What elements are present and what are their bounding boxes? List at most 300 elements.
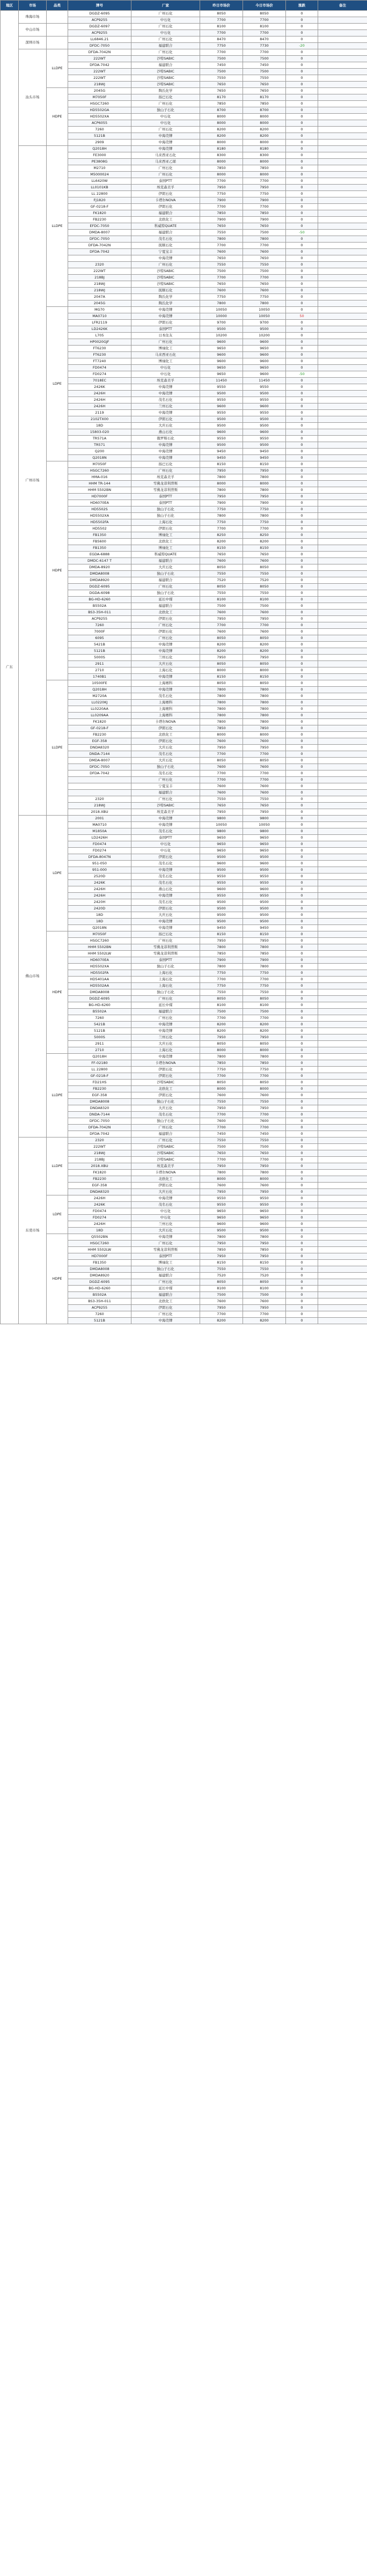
today-price-cell: 7700 [243,751,286,758]
producer-cell: 北欧化工 [131,610,200,616]
prev-price-cell: 9650 [200,848,243,854]
remark-cell [318,899,367,906]
grade-cell: Q5502BN [68,1234,131,1241]
today-price-cell: 9600 [243,339,286,346]
col-header: 昨日市场价 [200,1,243,11]
today-price-cell: 7600 [243,249,286,255]
grade-cell: Q2018N [68,455,131,461]
grade-cell: DNDA-7144 [68,751,131,758]
grade-cell: HHM 5502LW [68,1247,131,1253]
grade-cell: FD21HS [68,1080,131,1086]
today-price-cell: 9600 [243,358,286,365]
today-price-cell: 7600 [243,288,286,294]
prev-price-cell: 7950 [200,1034,243,1041]
change-cell: 0 [286,1137,318,1144]
remark-cell [318,590,367,597]
grade-cell: GF-0218-F [68,725,131,732]
today-price-cell: 7600 [243,1183,286,1189]
producer-cell: 伊朗石化 [131,725,200,732]
producer-cell: 伊朗石化 [131,854,200,861]
today-price-cell: 7500 [243,56,286,62]
prev-price-cell: 8200 [200,1022,243,1028]
prev-price-cell: 7500 [200,69,243,75]
remark-cell [318,275,367,281]
producer-cell: 广州石化 [131,996,200,1002]
prev-price-cell: 8000 [200,114,243,120]
today-price-cell: 9450 [243,925,286,931]
producer-cell: 泰国PTT [131,326,200,333]
grade-cell: LD2426K [68,326,131,333]
producer-cell: 雪佛龙菲利普斯 [131,951,200,957]
table-row [1,680,367,687]
grade-cell: 2426K [68,1202,131,1208]
remark-cell [318,610,367,616]
today-price-cell: 7600 [243,790,286,796]
prev-price-cell: 8000 [200,159,243,165]
producer-cell: 广州石化 [131,635,200,642]
today-price-cell: 7800 [243,474,286,481]
grade-cell: 2426H [68,893,131,899]
remark-cell [318,893,367,899]
remark-cell [318,1131,367,1137]
change-cell: 0 [286,197,318,204]
remark-cell [318,436,367,442]
prev-price-cell: 9600 [200,861,243,867]
remark-cell [318,867,367,874]
today-price-cell: 7700 [243,1125,286,1131]
category-cell: LLDPE [47,146,68,307]
today-price-cell: 7850 [243,725,286,732]
change-cell: 0 [286,552,318,558]
producer-cell: 北欧化工 [131,1298,200,1305]
producer-cell: 沙特SABIC [131,803,200,809]
producer-cell: 中石化 [131,841,200,848]
change-cell: 0 [286,1253,318,1260]
remark-cell [318,1241,367,1247]
today-price-cell: 8000 [243,732,286,738]
producer-cell: 科威特QUATE [131,552,200,558]
table-row [1,1054,367,1060]
today-price-cell: 7600 [243,1298,286,1305]
grade-cell: EFDC-7050 [68,223,131,230]
change-cell: 0 [286,1279,318,1286]
producer-cell: 广州石化 [131,24,200,30]
producer-cell: 雪佛龙菲利普斯 [131,944,200,951]
prev-price-cell: 9650 [200,1208,243,1215]
grade-cell: 7260 [68,1015,131,1022]
prev-price-cell: 8150 [200,674,243,680]
remark-cell [318,397,367,403]
remark-cell [318,1034,367,1041]
prev-price-cell: 9500 [200,854,243,861]
today-price-cell: 9700 [243,320,286,326]
prev-price-cell: 7650 [200,1150,243,1157]
change-cell: 0 [286,674,318,680]
change-cell: 0 [286,107,318,114]
change-cell: 0 [286,1228,318,1234]
today-price-cell: 7600 [243,629,286,635]
remark-cell [318,1195,367,1202]
remark-cell [318,1002,367,1009]
change-cell: 0 [286,841,318,848]
grade-cell: 2520D [68,874,131,880]
prev-price-cell: 8250 [200,532,243,539]
grade-cell: ACP9255 [68,30,131,36]
today-price-cell: 7950 [243,655,286,661]
grade-cell: EGF-358 [68,1092,131,1099]
producer-cell: 马来西亚乙烯 [131,159,200,165]
remark-cell [318,854,367,861]
prev-price-cell: 9500 [200,867,243,874]
prev-price-cell: 7950 [200,1253,243,1260]
prev-price-cell: 9500 [200,326,243,333]
today-price-cell: 7550 [243,1137,286,1144]
remark-cell [318,49,367,56]
remark-cell [318,648,367,655]
prev-price-cell: 7950 [200,809,243,816]
prev-price-cell: 7700 [200,49,243,56]
change-cell: 0 [286,243,318,249]
grade-cell: LFR2119 [68,320,131,326]
category-cell: LLDPE [47,1137,68,1195]
today-price-cell: 7800 [243,693,286,700]
today-price-cell: 9650 [243,841,286,848]
prev-price-cell: 7650 [200,82,243,88]
change-cell: 0 [286,783,318,790]
grade-cell: TR571A [68,436,131,442]
prev-price-cell: 7600 [200,1298,243,1305]
grade-cell: FD0274 [68,371,131,378]
grade-cell: 5000S [68,655,131,661]
prev-price-cell: 9550 [200,410,243,416]
prev-price-cell: 10200 [200,333,243,339]
prev-price-cell: 7850 [200,165,243,172]
today-price-cell: 8050 [243,635,286,642]
producer-cell: 广州石化 [131,584,200,590]
grade-cell: M1850A [68,828,131,835]
prev-price-cell: 9500 [200,442,243,449]
prev-price-cell: 9550 [200,397,243,403]
producer-cell: 广州石化 [131,11,200,17]
prev-price-cell: 8100 [200,1002,243,1009]
producer-cell: 广州石化 [131,1137,200,1144]
prev-price-cell: 7550 [200,262,243,268]
grade-cell: FB1350 [68,545,131,552]
today-price-cell: 8200 [243,1318,286,1324]
today-price-cell: 8700 [243,107,286,114]
change-cell: 0 [286,951,318,957]
grade-cell: 7260 [68,127,131,133]
today-price-cell: 8170 [243,94,286,101]
grade-cell: DFDA-8047N [68,854,131,861]
remark-cell [318,1208,367,1215]
producer-cell: 广州石化 [131,127,200,133]
grade-cell: DMDA8008 [68,571,131,577]
today-price-cell: 7800 [243,487,286,494]
prev-price-cell: 7600 [200,249,243,255]
today-price-cell: 9500 [243,442,286,449]
grade-cell: 5421B [68,1022,131,1028]
producer-cell: 沙特SABIC [131,1150,200,1157]
prev-price-cell: 8100 [200,1286,243,1292]
remark-cell [318,989,367,996]
remark-cell [318,384,367,391]
prev-price-cell: 7750 [200,43,243,49]
change-cell: 0 [286,384,318,391]
today-price-cell: 8200 [243,1022,286,1028]
col-header: 厂家 [131,1,200,11]
remark-cell [318,770,367,777]
today-price-cell: 9800 [243,828,286,835]
producer-cell: 北欧化工 [131,1086,200,1092]
grade-cell: 2320 [68,796,131,803]
remark-cell [318,82,367,88]
change-cell: 0 [286,1034,318,1041]
grade-cell: BS3-35H-011 [68,610,131,616]
producer-cell: 中海壳牌 [131,449,200,455]
change-cell: 0 [286,1318,318,1324]
producer-cell: 独山子石化 [131,513,200,519]
grade-cell: 2001 [68,816,131,822]
producer-cell: 福建联合 [131,577,200,584]
producer-cell: 上海石化 [131,667,200,674]
today-price-cell: 7700 [243,17,286,24]
remark-cell [318,816,367,822]
today-price-cell: 9650 [243,1215,286,1221]
remark-cell [318,178,367,185]
producer-cell: 茂名石化 [131,874,200,880]
today-price-cell: 7850 [243,1247,286,1253]
producer-cell: 中石化 [131,1215,200,1221]
change-cell: 0 [286,494,318,500]
grade-cell: M5000024 [68,172,131,178]
change-cell: 0 [286,94,318,101]
remark-cell [318,1286,367,1292]
remark-cell [318,938,367,944]
prev-price-cell: 7950 [200,1105,243,1112]
remark-cell [318,1318,367,1324]
today-price-cell: 7450 [243,1131,286,1137]
today-price-cell: 9500 [243,867,286,874]
today-price-cell: 7650 [243,255,286,262]
remark-cell [318,230,367,236]
change-cell: -20 [286,43,318,49]
change-cell: 0 [286,365,318,371]
grade-cell: LL6420W [68,178,131,185]
remark-cell [318,1260,367,1266]
grade-cell: DFDA-7042N [68,1125,131,1131]
grade-cell: 218WJ [68,82,131,88]
today-price-cell: 7750 [243,970,286,977]
change-cell: 0 [286,236,318,243]
grade-cell: HD7000F [68,1253,131,1260]
change-cell: 0 [286,635,318,642]
change-cell: 0 [286,423,318,429]
change-cell: 0 [286,255,318,262]
remark-cell [318,294,367,300]
change-cell: 0 [286,661,318,667]
change-cell: 0 [286,938,318,944]
change-cell: 0 [286,307,318,313]
prev-price-cell: 8150 [200,931,243,938]
remark-cell [318,1073,367,1080]
producer-cell: 博禄化工 [131,532,200,539]
change-cell: 0 [286,854,318,861]
grade-cell: 218BJ [68,1157,131,1163]
grade-cell: EGDA-6888 [68,552,131,558]
producer-cell: 大庆石化 [131,758,200,764]
category-cell [47,24,68,36]
remark-cell [318,822,367,828]
change-cell: 0 [286,300,318,307]
prev-price-cell: 7700 [200,17,243,24]
remark-cell [318,809,367,816]
remark-cell [318,1015,367,1022]
today-price-cell: 7650 [243,223,286,230]
remark-cell [318,977,367,983]
grade-cell: HD5502FA [68,519,131,526]
change-cell: 0 [286,957,318,964]
today-price-cell: 7500 [243,1292,286,1298]
today-price-cell: 7550 [243,1266,286,1273]
today-price-cell: 7700 [243,1157,286,1163]
today-price-cell: 9550 [243,397,286,403]
prev-price-cell: 7600 [200,629,243,635]
prev-price-cell: 7850 [200,951,243,957]
prev-price-cell: 7800 [200,693,243,700]
producer-cell: 中海壳牌 [131,307,200,313]
producer-cell: 茂名石化 [131,1202,200,1208]
prev-price-cell: 7520 [200,1273,243,1279]
grade-cell: FB5600 [68,539,131,545]
prev-price-cell: 9500 [200,1228,243,1234]
grade-cell: FB1350 [68,532,131,539]
producer-cell: 泰国PTT [131,1253,200,1260]
producer-cell: 上海赛科 [131,713,200,719]
change-cell: 0 [286,165,318,172]
category-cell: HDPE [47,931,68,1054]
remark-cell [318,185,367,191]
grade-cell: LL0101KB [68,185,131,191]
table-row [1,24,367,30]
change-cell: 0 [286,500,318,507]
grade-cell: 2420D [68,906,131,912]
grade-cell: 2426H [68,403,131,410]
prev-price-cell: 7800 [200,713,243,719]
prev-price-cell: 7950 [200,1163,243,1170]
today-price-cell: 9550 [243,1202,286,1208]
prev-price-cell: 9550 [200,1195,243,1202]
producer-cell: 陶氏化学 [131,294,200,300]
remark-cell [318,1202,367,1208]
change-cell: 0 [286,1047,318,1054]
col-header: 市场 [19,1,47,11]
remark-cell [318,558,367,564]
producer-cell: 上海石化 [131,983,200,989]
change-cell: 0 [286,977,318,983]
today-price-cell: 7950 [243,1253,286,1260]
producer-cell: 福建联合 [131,62,200,69]
remark-cell [318,880,367,886]
grade-cell: 222WT [68,268,131,275]
change-cell: 0 [286,874,318,880]
today-price-cell: 7730 [243,43,286,49]
change-cell: 0 [286,713,318,719]
remark-cell [318,983,367,989]
prev-price-cell: 8100 [200,597,243,603]
producer-cell: 广州石化 [131,1241,200,1247]
grade-cell [68,255,131,262]
grade-cell: Q2018H [68,146,131,152]
producer-cell: 兰州石化 [131,1034,200,1041]
grade-cell: FK1820 [68,1170,131,1176]
producer-cell: 中海壳牌 [131,140,200,146]
today-price-cell: 9550 [243,880,286,886]
remark-cell [318,629,367,635]
producer-cell: 燕山石化 [131,886,200,893]
change-cell: 0 [286,461,318,468]
remark-cell [318,140,367,146]
change-cell: 0 [286,577,318,584]
change-cell: 0 [286,603,318,610]
prev-price-cell: 7950 [200,745,243,751]
producer-cell: 广州石化 [131,36,200,43]
grade-cell: 1740B1 [68,674,131,680]
today-price-cell: 8050 [243,1279,286,1286]
grade-cell: 2420H [68,899,131,906]
change-cell: 0 [286,1028,318,1034]
remark-cell [318,191,367,197]
today-price-cell: 7850 [243,1060,286,1067]
today-price-cell: 9500 [243,912,286,919]
remark-cell [318,217,367,223]
remark-cell [318,828,367,835]
remark-cell [318,706,367,713]
today-price-cell: 7950 [243,494,286,500]
remark-cell [318,603,367,610]
producer-cell: 大庆石化 [131,1228,200,1234]
grade-cell: DGDZ-6095 [68,996,131,1002]
producer-cell: 大庆石化 [131,1189,200,1195]
today-price-cell: 9500 [243,854,286,861]
remark-cell [318,1022,367,1028]
today-price-cell: 7700 [243,1015,286,1022]
grade-cell: 2102TX00 [68,416,131,423]
change-cell: 0 [286,1215,318,1221]
remark-cell [318,120,367,127]
prev-price-cell: 7550 [200,590,243,597]
change-cell: 0 [286,719,318,725]
change-cell: -50 [286,371,318,378]
today-price-cell: 8100 [243,597,286,603]
prev-price-cell: 8180 [200,146,243,152]
remark-cell [318,449,367,455]
remark-cell [318,352,367,358]
producer-cell: 上海赛科 [131,680,200,687]
change-cell: 0 [286,558,318,564]
change-cell: 0 [286,56,318,62]
grade-cell: EGF-358 [68,1183,131,1189]
grade-cell: DGDZ-6095 [68,1279,131,1286]
change-cell: 0 [286,1286,318,1292]
change-cell: 0 [286,178,318,185]
producer-cell: 独山子石化 [131,989,200,996]
prev-price-cell: 7500 [200,56,243,62]
change-cell: 0 [286,532,318,539]
grade-cell: FT7240 [68,358,131,365]
remark-cell [318,1118,367,1125]
remark-cell [318,255,367,262]
